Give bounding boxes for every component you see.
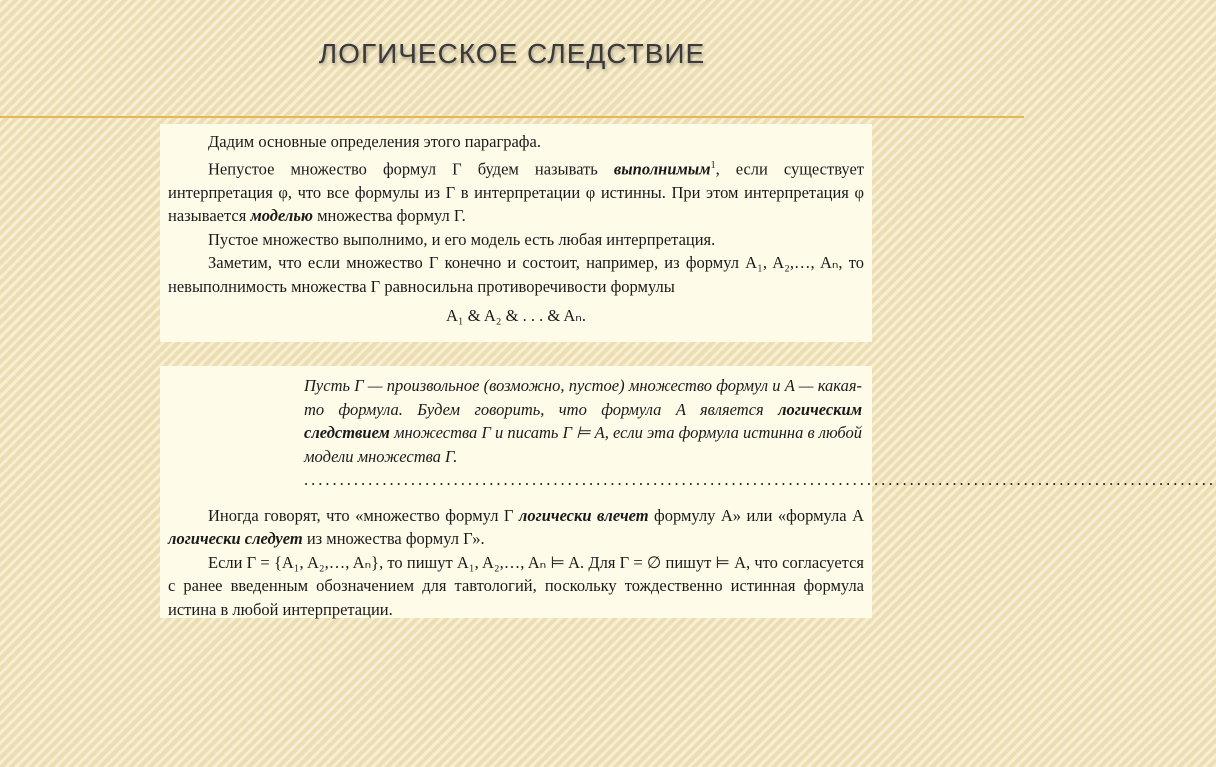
empty-set-paragraph: Пустое множество выполнимо, и его модель есть любая интерпретация.: [208, 229, 716, 249]
notation-paragraph: Если Г = {A₁, A₂,…, Aₙ}, то пишут A₁, A₂,…, Aₙ ⊨ A. Для Г = ∅ пишут ⊨ A, что согласуется с ранее введенным обозначением для тавтологий, поскольку тождественно истинная формула истина в любой интерпретации.: [168, 552, 864, 619]
dotted-separator: ................................................................................................................................: [304, 470, 1216, 489]
title-divider: [0, 116, 1024, 118]
entails-paragraph: Иногда говорят, что «множество формул Г логически влечет формулу A» или «формула A логически следует из множества формул Г».: [168, 505, 864, 548]
intro-paragraph: Дадим основные определения этого параграфа.: [208, 132, 541, 151]
conjunction-formula: A₁ & A₂ & . . . & Aₙ.: [445, 306, 586, 325]
consequence-panel: [160, 366, 1216, 619]
inconsistency-paragraph: Заметим, что если множество Г конечно и состоит, например, из формул A₁, A₂,…, Aₙ, то невыполнимость множества Г равносильна противоречивости формулы: [168, 253, 864, 296]
satisfiable-definition: Непустое множество формул Г будем называть выполнимым$^1$, если существует интерпретация φ, что все формулы из Г в интерпретации φ истинны. При этом интерпретация φ называется моделью множества формул Г.: [168, 159, 864, 225]
logical-consequence-definition: Пусть Г — произвольное (возможно, пустое) множество формул и A — какая-то формула. Будем говорить, что формула A является логическим следствием множества Г и писать Г ⊨ A, если эта формула истинна в любой модели множества Г.: [304, 376, 862, 466]
slide-title: ЛОГИЧЕСКОЕ СЛЕДСТВИЕ: [318, 38, 706, 69]
footnote-marker: 1: [710, 159, 716, 171]
definitions-panel: [160, 124, 872, 342]
